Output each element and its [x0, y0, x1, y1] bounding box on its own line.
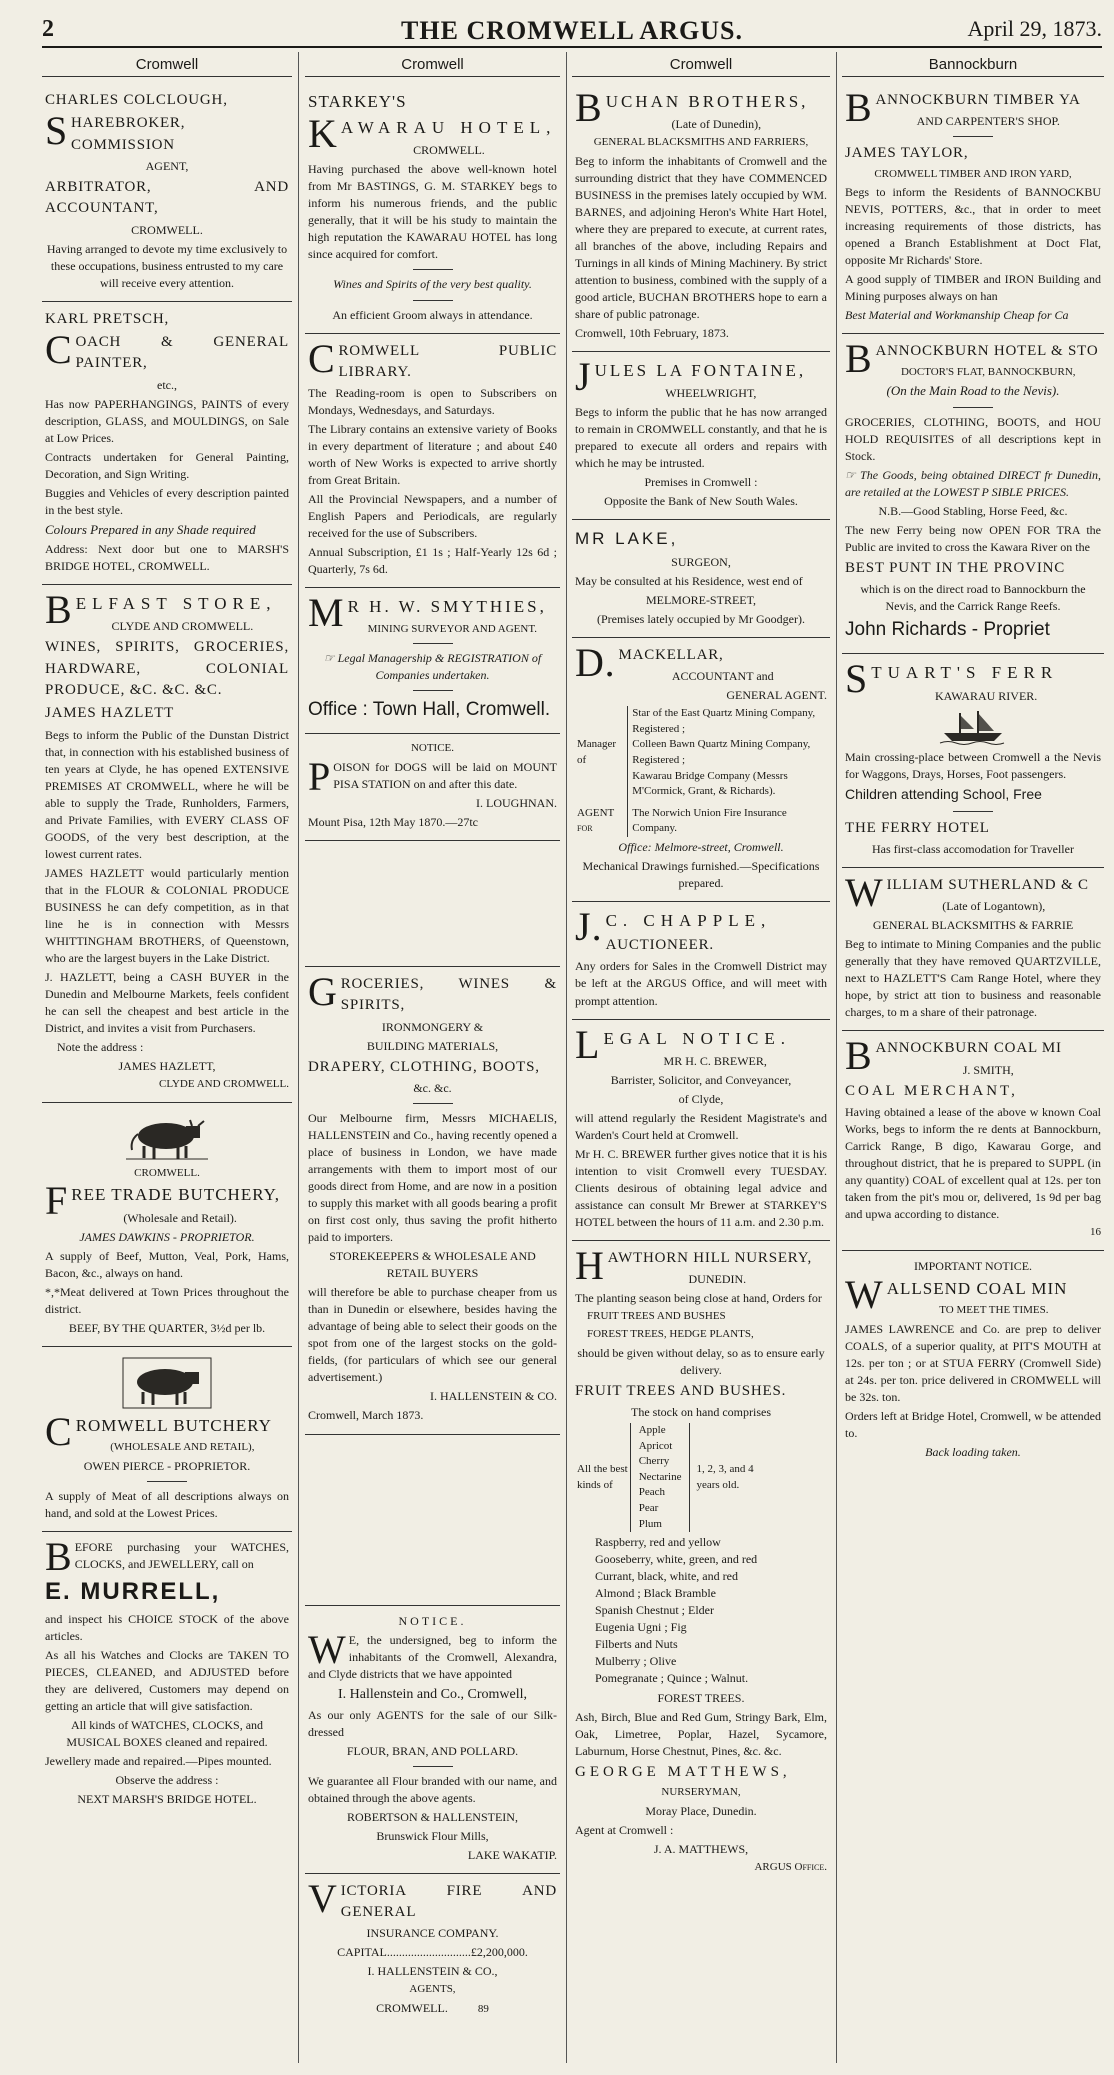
short-rule — [413, 269, 453, 270]
advert-body: Main crossing-place between Cromwell a the Nevis for Waggons, Drays, Horses, Foot passengers. — [845, 749, 1101, 781]
short-rule — [413, 1766, 453, 1767]
plant-item: Currant, black, white, and red — [595, 1569, 738, 1584]
fruit-title: FRUIT TREES AND BUSHES. — [575, 1382, 787, 1399]
fruit-item: Peach — [638, 1486, 665, 1499]
advert-body: and inspect his CHOICE STOCK of the above articles. — [45, 1611, 289, 1643]
advert-body: As our only AGENTS for the sale of our Silk-dressed — [308, 1707, 557, 1739]
hallenstein-groceries-advert — [305, 967, 560, 1435]
heading-text: ILLIAM SUTHERLAND & C — [886, 876, 1089, 893]
advert-address: MELMORE-STREET, — [645, 592, 757, 607]
coal-merchant-advert — [842, 1031, 1104, 1250]
advert-signature: NURSERYMAN, — [661, 1785, 741, 1798]
advert-signature: LAKE WAKATIP. — [467, 1847, 557, 1862]
advert-proprietor: OWEN PIERCE - PROPRIETOR. — [83, 1458, 251, 1473]
advert-signature: I. LOUGHNAN. — [476, 795, 557, 810]
buchan-brothers-advert — [572, 83, 830, 352]
drop-cap: C — [45, 326, 73, 372]
plant-item: Filberts and Nuts — [595, 1637, 678, 1652]
column-divider — [836, 52, 837, 2063]
advert-signature: Brunswick Flour Mills, — [376, 1828, 489, 1843]
advert-body: Begs to inform the public that he has now arranged to remain in CROMWELL constantly, and that he is prepared to execute all orders and repairs with which he may be intrusted. — [575, 405, 827, 471]
heading-text: EFORE purchasing your WATCHES, CLOCKS, and JEWELLERY, call on — [74, 1539, 289, 1571]
short-rule — [953, 136, 993, 137]
advert-number: 16 — [1090, 1226, 1101, 1239]
advert-address: Opposite the Bank of New South Wales. — [604, 494, 798, 509]
short-rule — [413, 690, 453, 691]
advert-agent: I. HALLENSTEIN & CO., — [367, 1964, 498, 1979]
short-rule — [147, 1481, 187, 1482]
advert-body: which is on the direct road to Bannockburn the Nevis, and the Carrick Range Reefs. — [860, 582, 1086, 614]
advert-signature: JAMES HAZLETT, — [118, 1059, 216, 1074]
advert-date: Cromwell, 10th February, 1873. — [575, 326, 729, 341]
plant-list — [595, 1534, 827, 1687]
ox-illustration — [122, 1112, 212, 1162]
heading-text: AWTHORN HILL NURSERY, — [607, 1249, 813, 1266]
label-text: All the best — [577, 1462, 628, 1475]
advert-subheading: AGENT, — [145, 158, 189, 173]
plant-item: Raspberry, red and yellow — [595, 1535, 721, 1550]
advert-punt: BEST PUNT IN THE PROVINC — [845, 560, 1066, 577]
advert-body: A supply of Beef, Mutton, Veal, Pork, Hams, Bacon, &c., always on hand. — [45, 1248, 289, 1280]
advert-body: As all his Watches and Clocks are TAKEN TO PIECES, CLEANED, and ADJUSTED before they are delivered, Customers may depend on getting an article that will give satisfaction. — [45, 1647, 289, 1713]
advert-subheading: DOCTOR'S FLAT, BANNOCKBURN, — [900, 365, 1076, 378]
advert-body: Any orders for Sales in the Cromwell District may be left at the ARGUS Office, and will meet with prompt attention. — [575, 959, 827, 1008]
notice-label: IMPORTANT NOTICE. — [913, 1258, 1033, 1273]
heading-text: REE TRADE BUTCHERY, — [71, 1185, 280, 1205]
victoria-insurance-advert — [305, 1874, 560, 2027]
ages-text: years old. — [696, 1478, 740, 1491]
wallsend-coal-advert — [842, 1251, 1104, 1470]
heading-text: UCHAN BROTHERS, — [605, 92, 809, 111]
advert-premises: (Premises lately occupied by Mr Goodger). — [597, 611, 805, 626]
advert-name: CHARLES COLCLOUGH, — [45, 92, 228, 108]
advert-hotel: THE FERRY HOTEL — [845, 819, 990, 836]
advert-proprietor: John Richards - Propriet — [845, 619, 1050, 641]
advert-body: will therefore be able to purchase cheaper from us than in Dunedin or elsewhere, besides having the advantage of being able to select their goods on the spot from one of the largest stocks on the gold-fields, (for particulars of which see our general advertisement.) — [308, 1285, 557, 1385]
drop-cap: V — [308, 1875, 338, 1921]
bannockburn-hotel-advert — [842, 334, 1104, 654]
drop-cap: B — [45, 587, 73, 633]
manager-item: Colleen Bawn Quartz Mining Company, Registered ; — [632, 738, 811, 766]
body-text: E, the undersigned, beg to inform the inhabitants of the Cromwell, Alexandra, and Clyde districts that we have appointed — [308, 1632, 557, 1681]
advert-body: JAMES HAZLETT would particularly mention that in the FLOUR & COLONIAL PRODUCE BUSINESS he can defy competition, as in that line he is in connection with Messrs WHITTINGHAM BROTHERS, of Queenstown, who are the largest buyers in the Lake District. — [45, 865, 289, 966]
plant-item: Mulberry ; Olive — [595, 1654, 677, 1669]
fruit-item: Apple — [638, 1423, 666, 1436]
advert-body: ☞ Legal Managership & REGISTRATION of Companies undertaken. — [323, 651, 542, 683]
drop-cap: S — [45, 108, 69, 154]
advert-item: FOREST TREES, HEDGE PLANTS, — [587, 1327, 754, 1340]
advert-tagline: Back loading taken. — [925, 1444, 1021, 1459]
heading-text: ROMWELL BUTCHERY — [75, 1415, 272, 1435]
advert-body: should be given without delay, so as to ensure early delivery. — [577, 1345, 825, 1377]
murrell-advert — [42, 1532, 292, 1817]
manager-list — [628, 706, 827, 800]
advert-body: Mr H. C. BREWER further gives notice that it is his intention to visit Cromwell every TUESDAY. Clients desirous of obtaining legal advice and assistance can consult Mr Brewer at STARKEY'S HOTEL between the hours of 11 a.m. and 2.30 p.m. — [575, 1146, 827, 1229]
heading-text: OACH & GENERAL PAINTER, — [75, 333, 289, 372]
manager-table — [575, 706, 827, 837]
advert-body: A good supply of TIMBER and IRON Building and Mining purposes always on han — [845, 272, 1101, 304]
manager-label: Manager of — [577, 738, 617, 766]
advert-subheading: DUNEDIN. — [688, 1272, 747, 1287]
advert-subheading: COAL MERCHANT, — [845, 1082, 1018, 1099]
advert-address: Address: Next door but one to MARSH'S BRIDGE HOTEL, CROMWELL. — [45, 542, 289, 574]
advert-note: Observe the address : — [115, 1773, 219, 1788]
drop-cap: L — [575, 1021, 601, 1067]
fruit-list — [630, 1423, 690, 1532]
blank-space — [305, 841, 560, 967]
public-library-advert — [305, 334, 560, 589]
advert-body: GROCERIES, CLOTHING, BOOTS, and HOU HOLD REQUISITES of all descriptions kept in Stock. — [845, 414, 1101, 463]
advert-date: Cromwell, March 1873. — [308, 1408, 424, 1423]
advert-heading — [308, 335, 557, 384]
drop-cap: F — [45, 1178, 69, 1224]
fruit-item: Pear — [638, 1502, 659, 1514]
advert-price: BEEF, BY THE QUARTER, 3½d per lb. — [68, 1320, 266, 1335]
heading-text: ROMWELL PUBLIC LIBRARY. — [338, 342, 557, 380]
flour-notice — [305, 1606, 560, 1874]
advert-body: J. HAZLETT, being a CASH BUYER in the Dunedin and Melbourne Markets, feels confident he can sell the cheapest and best article in the District, and invites a visit from Purchasers. — [45, 970, 289, 1036]
heading-text: ROCERIES, WINES & SPIRITS, — [340, 975, 557, 1014]
legal-notice — [572, 1020, 830, 1241]
fruit-label — [575, 1423, 630, 1532]
body-text: OISON for DOGS will be laid on MOUNT PISA STATION on and after this date. — [333, 759, 557, 791]
drop-cap: H — [575, 1242, 605, 1288]
column-divider — [298, 52, 299, 2063]
advert-tagline: Colours Prepared in any Shade required — [45, 521, 256, 537]
advert-proprietor: JAMES DAWKINS - PROPRIETOR. — [79, 1229, 255, 1244]
heading-text: ANNOCKBURN COAL MI — [875, 1040, 1062, 1057]
agent-label: AGENT for — [577, 806, 615, 835]
heading-text: ELFAST STORE, — [75, 594, 277, 614]
mackellar-advert — [572, 638, 830, 902]
advert-body: Having arranged to devote my time exclusively to these occupations, business entrusted to my care will receive every attention. — [46, 241, 288, 290]
fruit-item: Cherry — [638, 1455, 670, 1468]
advert-body: A supply of Meat of all descriptions always on hand, and sold at the Lowest Prices. — [45, 1488, 289, 1520]
advert-subheading: WHEELWRIGHT, — [665, 386, 757, 401]
advert-capital: CAPITAL............................£2,200,000. — [337, 1945, 528, 1960]
colclough-advert — [42, 83, 292, 302]
cromwell-butchery-advert — [42, 1347, 292, 1532]
advert-subheading: (Wholesale and Retail). — [123, 1210, 237, 1225]
plant-item: Spanish Chestnut ; Elder — [595, 1603, 714, 1618]
advert-name: KARL PRETSCH, — [45, 310, 170, 327]
drop-cap: C — [308, 335, 336, 381]
advert-body: Annual Subscription, £1 1s ; Half-Yearly 12s 6d ; Quarterly, 7s 6d. — [308, 545, 557, 577]
fruit-table — [575, 1423, 756, 1532]
short-rule — [413, 1103, 453, 1104]
column-heading: Cromwell — [572, 52, 830, 77]
advert-address: NEXT MARSH'S BRIDGE HOTEL. — [77, 1792, 257, 1807]
advert-subheading: (Late of Dunedin), — [671, 117, 762, 132]
agent-item: The Norwich Union Fire Insurance Company. — [628, 800, 827, 837]
advert-signature: Moray Place, Dunedin. — [645, 1803, 757, 1818]
advert-subheading: MINING SURVEYOR AND AGENT. — [367, 622, 537, 635]
advert-signature: CLYDE AND CROMWELL. — [159, 1078, 289, 1091]
advert-body: Has now PAPERHANGINGS, PAINTS of every description, GLASS, and MOULDINGS, on Sale at Low Prices. — [45, 396, 289, 445]
smythies-advert — [305, 588, 560, 734]
advert-body: The Reading-room is open to Subscribers on Mondays, Wednesdays, and Saturdays. — [308, 386, 557, 418]
advert-subheading: IRONMONGERY & — [381, 1019, 484, 1034]
masthead-rule — [42, 46, 1102, 48]
ship-illustration — [938, 709, 1008, 745]
advert-name: STARKEY'S — [308, 92, 407, 111]
kawarau-hotel-advert — [305, 83, 560, 334]
advert-number: 89 — [477, 2003, 489, 2016]
column-4 — [842, 52, 1104, 2059]
advert-signature: I. HALLENSTEIN & CO. — [430, 1389, 557, 1404]
advert-subheading: BUILDING MATERIALS, — [366, 1038, 499, 1053]
advert-body: Contracts undertaken for General Painting, Decoration, and Sign Writing. — [45, 449, 289, 481]
advert-body: Ash, Birch, Blue and Red Gum, Stringy Bark, Elm, Oak, Limetree, Poplar, Hazel, Sycamore, Laburnum, Horse Chestnut, Pines, &c. &c. — [575, 1709, 827, 1758]
heading-text: TUART'S FERR — [871, 663, 1059, 683]
advert-body: All the Provincial Newspapers, and a number of English Papers and Periodicals, are regularly received for the use of Subscribers. — [308, 492, 557, 541]
advert-body: The planting season being close at hand, Orders for — [575, 1291, 822, 1306]
short-rule — [413, 300, 453, 301]
fruit-ages — [690, 1423, 756, 1532]
drop-cap: B — [575, 85, 603, 130]
advert-body: N.B.—Good Stabling, Horse Feed, &c. — [878, 504, 1068, 518]
drop-cap: W — [308, 1626, 346, 1672]
advert-name: MR H. C. BREWER, — [663, 1053, 767, 1068]
label-text: kinds of — [577, 1478, 613, 1491]
stuarts-ferry-advert — [842, 654, 1104, 867]
plant-item: Gooseberry, white, green, and red — [595, 1552, 758, 1567]
advert-subheading: INSURANCE COMPANY. — [366, 1926, 499, 1941]
newspaper-title: THE CROMWELL ARGUS. — [401, 16, 743, 45]
forest-title: FOREST TREES. — [657, 1690, 745, 1705]
advert-body: Beg to inform the inhabitants of Cromwell and the surrounding district that they have COMMENCED BUSINESS in the premises lately occupied by WM. BARNES, and adjoining Heron's White Hart Hotel, where they are prepared to execute, at current rates, all branches of the above, including Repairs and Turnings in all kinds of Mining Machinery. By strict attention to business, combined with the supply of a good article, BUCHAN BROTHERS hope to earn a share of public patronage. — [575, 153, 827, 322]
advert-place: CROMWELL. — [413, 143, 485, 158]
plant-item: Pomegranate ; Quince ; Walnut. — [595, 1671, 749, 1686]
drop-cap: M — [308, 590, 345, 636]
advert-body: The new Ferry being now OPEN FOR TRA the Public are invited to cross the Kawara River on the — [845, 523, 1101, 555]
advert-body: *,*Meat delivered at Town Prices throughout the district. — [45, 1284, 289, 1316]
notice-label: NOTICE. — [398, 1613, 467, 1628]
advert-subheading: KAWARAU RIVER. — [934, 688, 1038, 703]
advert-body: Having purchased the above well-known hotel from Mr BASTINGS, G. M. STARKEY begs to inform his numerous friends, and the public generally, that it will be his study to maintain the high reputation the KAWARAU HOTEL has long since acquired for comfort. — [308, 162, 557, 262]
advert-body: Beg to intimate to Mining Companies and the public generally that they have removed QUARTZVILLE, next to HAZLETT'S Cam Range Hotel, where they hope, by strict att tion to business and reasonable charges, to m a share of their patronage. — [845, 937, 1101, 1020]
drop-cap: B — [845, 85, 873, 130]
advert-subheading: (Late of Logantown), — [942, 899, 1046, 914]
advert-agent-location: ARGUS Office. — [754, 1860, 827, 1873]
advert-heading — [45, 108, 289, 156]
blank-space — [305, 1435, 560, 1606]
advert-subheading: &c. &c. — [413, 1080, 452, 1095]
advert-signature: ROBERTSON & HALLENSTEIN, — [347, 1809, 518, 1824]
advert-place — [308, 2000, 557, 2018]
short-rule — [953, 811, 993, 812]
heading-text: C. CHAPPLE, — [605, 911, 772, 931]
advert-subheading: etc., — [157, 377, 177, 392]
advert-place: CROMWELL. — [131, 222, 203, 237]
chapple-advert — [572, 902, 830, 1020]
advert-body — [308, 1626, 557, 1683]
drop-cap: W — [845, 869, 884, 915]
plant-item: Almond ; Black Bramble — [595, 1586, 716, 1601]
page-number: 2 — [42, 16, 54, 42]
advert-body: Having obtained a lease of the above w known Coal Works, begs to inform the re dents at Bannockburn, Carrick Range, B digo, Kawarau Gorge, and throughout district, that he is prepared to SUPPL (in any quantity) COAL of excellent qual at 12s. per ton taken from the pit's mou or, delivered, 1s 9d per bag and upwa according to distance. — [845, 1104, 1101, 1222]
advert-subheading: (On the Main Road to the Nevis). — [886, 383, 1060, 399]
advert-body: The Library contains an extensive variety of Books in every department of literature ; and about £40 worth of New Works is expected to arrive shortly from Great Britain. — [308, 422, 557, 488]
hawthorn-nursery-advert — [572, 1241, 830, 1884]
drop-cap: G — [308, 968, 338, 1014]
heading-text: MACKELLAR, — [618, 646, 724, 663]
drop-cap: B — [845, 1033, 873, 1079]
heading-text: ANNOCKBURN HOTEL & STO — [875, 343, 1099, 360]
advert-body: We guarantee all Flour branded with our name, and obtained through the above agents. — [308, 1773, 557, 1805]
advert-body: Our Melbourne firm, Messrs MICHAELIS, HALLENSTEIN and Co., having recently opened a place of business in London, we have made arrangements with them to import most of our goods direct from Home, and are now in a position to supply this market with all goods bearing a profit on first cost only, thus saving the profit hitherto paid to importers. — [308, 1110, 557, 1245]
column-heading: Bannockburn — [842, 52, 1104, 77]
la-fontaine-advert — [572, 352, 830, 520]
advert-tagline: Best Material and Workmanship Cheap for Ca — [845, 308, 1069, 323]
drop-cap: D. — [575, 639, 616, 685]
advert-body: An efficient Groom always in attendance. — [332, 307, 533, 322]
poison-notice — [305, 734, 560, 841]
masthead — [42, 8, 1102, 45]
advert-premises: Premises in Cromwell : — [644, 475, 758, 490]
advert-name: JAMES TAYLOR, — [845, 145, 969, 162]
short-rule — [413, 643, 453, 644]
advert-subheading: CROMWELL TIMBER AND IRON YARD, — [874, 167, 1072, 180]
advert-name: E. MURRELL, — [45, 1577, 221, 1605]
advert-subheading: SURGEON, — [671, 554, 731, 569]
advert-office: Office: Melmore-street, Cromwell. — [618, 839, 784, 854]
column-divider — [566, 52, 567, 2063]
manager-item: Kawarau Bridge Company (Messrs M'Cormick, Grant, & Richards). — [632, 769, 788, 798]
advert-office: Office : Town Hall, Cromwell. — [308, 699, 551, 721]
heading-text: ALLSEND COAL MIN — [886, 1278, 1068, 1298]
column-3 — [572, 52, 830, 2059]
drop-cap: P — [308, 753, 331, 799]
advert-body: May be consulted at his Residence, west end of — [575, 573, 803, 588]
heading-text: ICTORIA FIRE AND GENERAL — [340, 1882, 557, 1921]
advert-goods: WINES, SPIRITS, GROCERIES, HARDWARE, COLONIAL PRODUCE, &C. &C. &C. — [45, 639, 289, 699]
fruit-item: Plum — [638, 1517, 662, 1530]
advert-agent: Agent at Cromwell : — [575, 1822, 674, 1837]
drop-cap: J — [575, 354, 592, 400]
column-heading: Cromwell — [42, 52, 292, 77]
advert-tagline: Wines and Spirits of the very best quality. — [333, 277, 532, 292]
advert-name: MR LAKE, — [575, 529, 679, 549]
advert-subheading: TO MEET THE TIMES. — [939, 1303, 1049, 1316]
belfast-store-advert — [42, 585, 292, 1103]
heading-text: ANNOCKBURN TIMBER YA — [875, 92, 1081, 108]
place-text: CROMWELL. — [376, 2001, 448, 2016]
drop-cap: K — [308, 111, 338, 157]
drop-cap: B — [45, 1533, 72, 1579]
advert-name: JAMES HAZLETT — [45, 705, 175, 722]
advert-place: CROMWELL. — [134, 1166, 200, 1179]
column-1 — [42, 52, 292, 2059]
advert-heading — [308, 1875, 557, 1924]
advert-subheading: GENERAL BLACKSMITHS & FARRIE — [872, 918, 1074, 933]
heading-text: HAREBROKER, COMMISSION — [71, 115, 186, 153]
column-2 — [305, 52, 560, 2059]
advert-body: All kinds of WATCHES, CLOCKS, and MUSICAL BOXES cleaned and repaired. — [66, 1717, 268, 1750]
ages-text: 1, 2, 3, and 4 — [696, 1462, 754, 1475]
free-trade-butchery-advert — [42, 1103, 292, 1347]
advert-subheading: ARBITRATOR, AND ACCOUNTANT, — [45, 178, 289, 217]
advert-item: FRUIT TREES AND BUSHES — [587, 1310, 726, 1323]
advert-agent: I. Hallenstein and Co., Cromwell, — [338, 1686, 527, 1702]
advert-body: Mechanical Drawings furnished.—Specifications prepared. — [582, 858, 820, 890]
advert-subheading: of Clyde, — [678, 1091, 724, 1106]
advert-children: Children attending School, Free — [845, 785, 1042, 802]
timber-yard-advert — [842, 83, 1104, 334]
advert-subheading: ACCOUNTANT and — [671, 669, 774, 683]
column-heading: Cromwell — [305, 52, 560, 77]
advert-body: Jewellery made and repaired.—Pipes mounted. — [45, 1754, 272, 1769]
advert-body: JAMES LAWRENCE and Co. are prep to deliver COALS, of a superior quality, at PIT'S MOUTH at 12s. per ton ; or at STUA FERRY (Cromwell Side) at 24s. per ton. price delivered in CROMWELL will be 32s. ton. — [845, 1321, 1101, 1404]
advert-body: Has first-class accomodation for Traveller — [872, 841, 1074, 856]
advert-agent-name: J. A. MATTHEWS, — [653, 1841, 749, 1856]
advert-subheading: AUCTIONEER. — [605, 937, 714, 954]
fruit-item: Apricot — [638, 1439, 673, 1452]
heading-text: ULES LA FONTAINE, — [594, 361, 807, 381]
advert-body — [308, 753, 557, 799]
advert-name: J. SMITH, — [962, 1062, 1014, 1077]
advert-date: Mount Pisa, 12th May 1870.—27tc — [308, 814, 478, 829]
advert-body: STOREKEEPERS & WHOLESALE AND RETAIL BUYERS — [329, 1249, 536, 1281]
advert-signature: GEORGE MATTHEWS, — [575, 1763, 791, 1780]
bull-illustration — [119, 1356, 215, 1410]
drop-cap: C — [45, 1408, 73, 1454]
short-rule — [953, 407, 993, 408]
advert-agents-label: AGENTS, — [409, 1983, 456, 1996]
advert-subheading: Barrister, Solicitor, and Conveyancer, — [610, 1072, 792, 1087]
advert-product: FLOUR, BRAN, AND POLLARD. — [346, 1743, 519, 1758]
advert-heading — [308, 968, 557, 1017]
advert-body: will attend regularly the Resident Magistrate's and Warden's Court held at Cromwell. — [575, 1110, 827, 1142]
advert-subheading: GENERAL AGENT. — [726, 688, 827, 703]
advert-body: Begs to inform the Public of the Dunstan District that, in connection with his established business of ten years at Clyde, he has opened EXTENSIVE PREMISES AT CROMWELL, where he will be able to supply the Trade, Runholders, Farmers, and Private Families, with EVERY CLASS OF GOODS, of the very best description, at the lowest current rates. — [45, 727, 289, 861]
notice-label: NOTICE. — [410, 742, 455, 755]
advert-subheading: GENERAL BLACKSMITHS AND FARRIERS, — [593, 136, 809, 149]
drop-cap: S — [845, 656, 869, 702]
advert-heading — [45, 326, 289, 375]
advert-body: ☞ The Goods, being obtained DIRECT fr Dunedin, are retailed at the LOWEST P SIBLE PRICES. — [845, 467, 1101, 499]
stock-label: The stock on hand comprises — [631, 1404, 771, 1419]
heading-text: EGAL NOTICE. — [603, 1028, 791, 1048]
heading-text: AWARAU HOTEL, — [340, 118, 557, 138]
drop-cap: W — [845, 1271, 884, 1317]
plant-item: Eugenia Ugni ; Fig — [595, 1620, 687, 1635]
advert-heading — [45, 1533, 289, 1579]
issue-date: April 29, 1873. — [967, 16, 1102, 41]
advert-subheading: (WHOLESALE AND RETAIL), — [110, 1440, 255, 1453]
fruit-item: Nectarine — [638, 1470, 682, 1483]
mr-lake-advert — [572, 520, 830, 637]
drop-cap: B — [845, 336, 873, 382]
advert-note: Note the address : — [57, 1040, 144, 1055]
advert-body: Buggies and Vehicles of every description painted in the best style. — [45, 485, 289, 517]
advert-body: Begs to inform the Residents of BANNOCKBU NEVIS, POTTERS, &c., that in order to meet increasing requirements of those districts, has opened a Branch Establishment at Doct Flat, opposite Mr Richards' Store. — [845, 185, 1101, 268]
heading-text: R H. W. SMYTHIES, — [347, 597, 547, 617]
sutherland-advert — [842, 868, 1104, 1032]
pretsch-advert — [42, 302, 292, 586]
drop-cap: J. — [575, 904, 603, 950]
advert-subheading: AND CARPENTER'S SHOP. — [916, 114, 1060, 129]
advert-subheading: DRAPERY, CLOTHING, BOOTS, — [308, 1058, 540, 1075]
advert-subheading: CLYDE AND CROMWELL. — [111, 619, 254, 634]
advert-body: Orders left at Bridge Hotel, Cromwell, w be attended to. — [845, 1408, 1101, 1440]
manager-item: Star of the East Quartz Mining Company, Registered ; — [632, 707, 816, 735]
